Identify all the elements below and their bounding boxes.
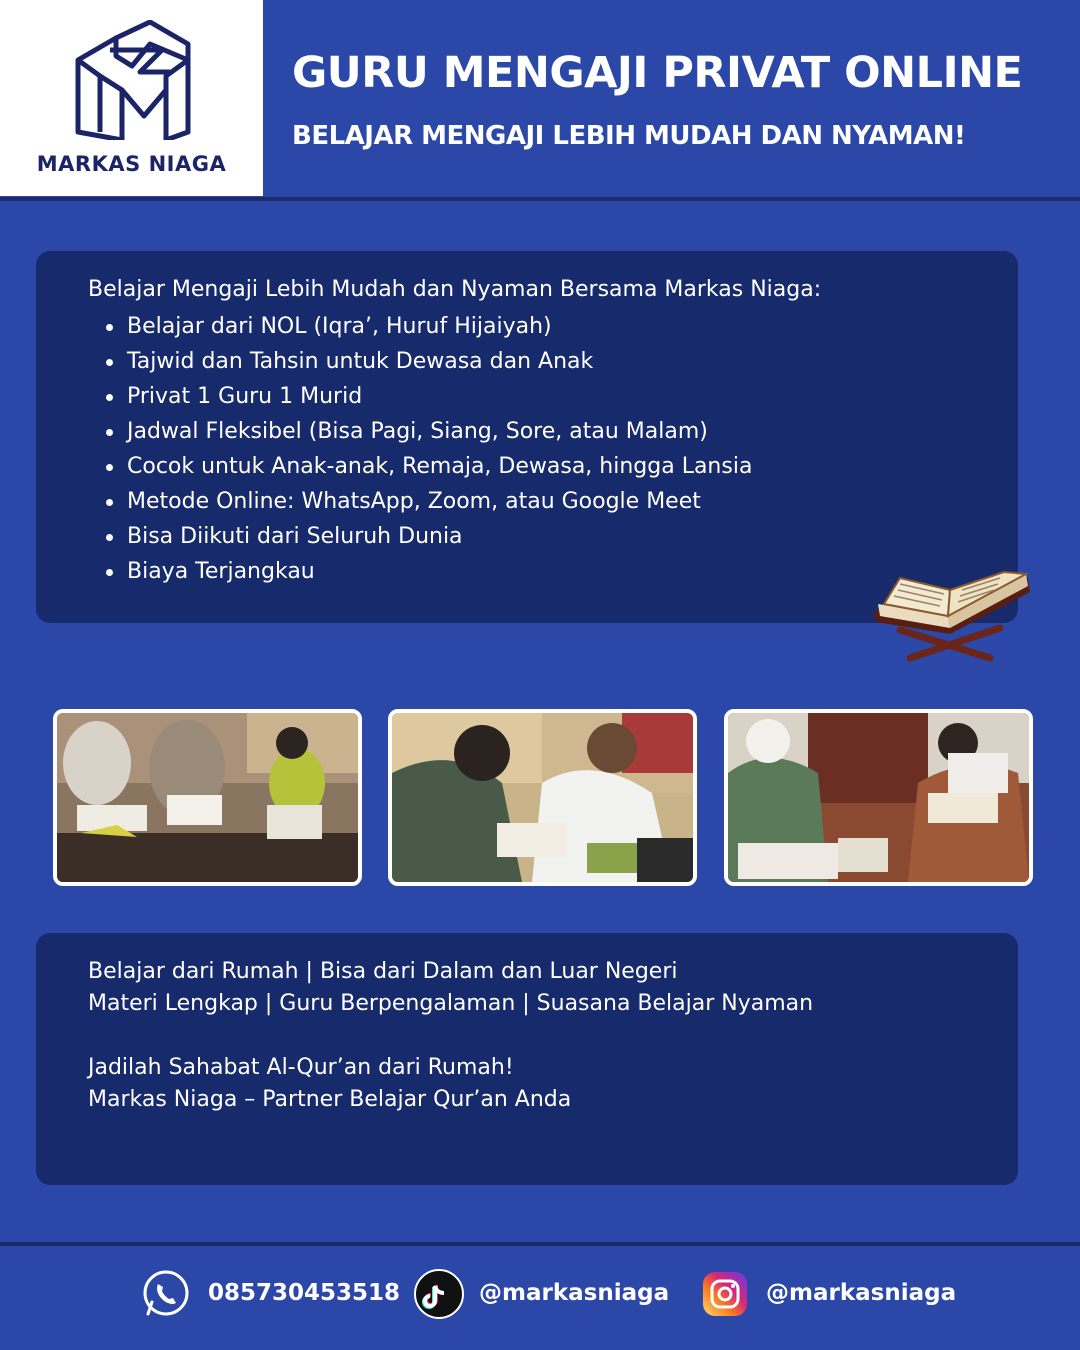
list-item: Belajar dari NOL (Iqra’, Huruf Hijaiyah) bbox=[88, 309, 752, 344]
page-subtitle: BELAJAR MENGAJI LEBIH MUDAH DAN NYAMAN! bbox=[292, 121, 966, 151]
instagram-handle: @markasniaga bbox=[766, 1280, 957, 1306]
list-item: Jadwal Fleksibel (Bisa Pagi, Siang, Sore, atau Malam) bbox=[88, 414, 752, 449]
feature-list bbox=[88, 309, 752, 589]
whatsapp-icon bbox=[140, 1268, 192, 1320]
closing-line-2: Materi Lengkap | Guru Berpengalaman | Suasana Belajar Nyaman bbox=[88, 991, 814, 1016]
photo-teacher-student bbox=[388, 709, 697, 886]
logo-panel bbox=[0, 0, 263, 196]
closing-line-4: Markas Niaga – Partner Belajar Qur’an Anda bbox=[88, 1087, 572, 1112]
page-title: GURU MENGAJI PRIVAT ONLINE bbox=[292, 48, 1023, 98]
markas-niaga-logo-icon bbox=[70, 20, 195, 140]
tiktok-icon bbox=[413, 1268, 465, 1320]
features-card bbox=[36, 251, 1018, 623]
header-divider bbox=[0, 197, 1080, 201]
contact-instagram[interactable] bbox=[702, 1268, 962, 1320]
whatsapp-number: 085730453518 bbox=[208, 1280, 401, 1306]
contact-tiktok[interactable] bbox=[413, 1268, 673, 1320]
list-item: Cocok untuk Anak-anak, Remaja, Dewasa, hingga Lansia bbox=[88, 449, 752, 484]
features-intro: Belajar Mengaji Lebih Mudah dan Nyaman Bersama Markas Niaga: bbox=[88, 277, 822, 302]
tiktok-handle: @markasniaga bbox=[479, 1280, 670, 1306]
list-item: Biaya Terjangkau bbox=[88, 554, 752, 589]
brand-name: MARKAS NIAGA bbox=[36, 152, 227, 176]
footer-divider bbox=[0, 1242, 1080, 1246]
photo-children-studying bbox=[724, 709, 1033, 886]
list-item: Privat 1 Guru 1 Murid bbox=[88, 379, 752, 414]
list-item: Tajwid dan Tahsin untuk Dewasa dan Anak bbox=[88, 344, 752, 379]
list-item: Metode Online: WhatsApp, Zoom, atau Google Meet bbox=[88, 484, 752, 519]
list-item: Bisa Diikuti dari Seluruh Dunia bbox=[88, 519, 752, 554]
photo-students-reading bbox=[53, 709, 362, 886]
instagram-icon bbox=[702, 1271, 748, 1317]
contact-whatsapp[interactable] bbox=[140, 1268, 401, 1320]
closing-card bbox=[36, 933, 1018, 1185]
quran-book-icon bbox=[870, 570, 1035, 662]
closing-line-3: Jadilah Sahabat Al-Qur’an dari Rumah! bbox=[88, 1055, 514, 1080]
closing-line-1: Belajar dari Rumah | Bisa dari Dalam dan Luar Negeri bbox=[88, 959, 678, 984]
